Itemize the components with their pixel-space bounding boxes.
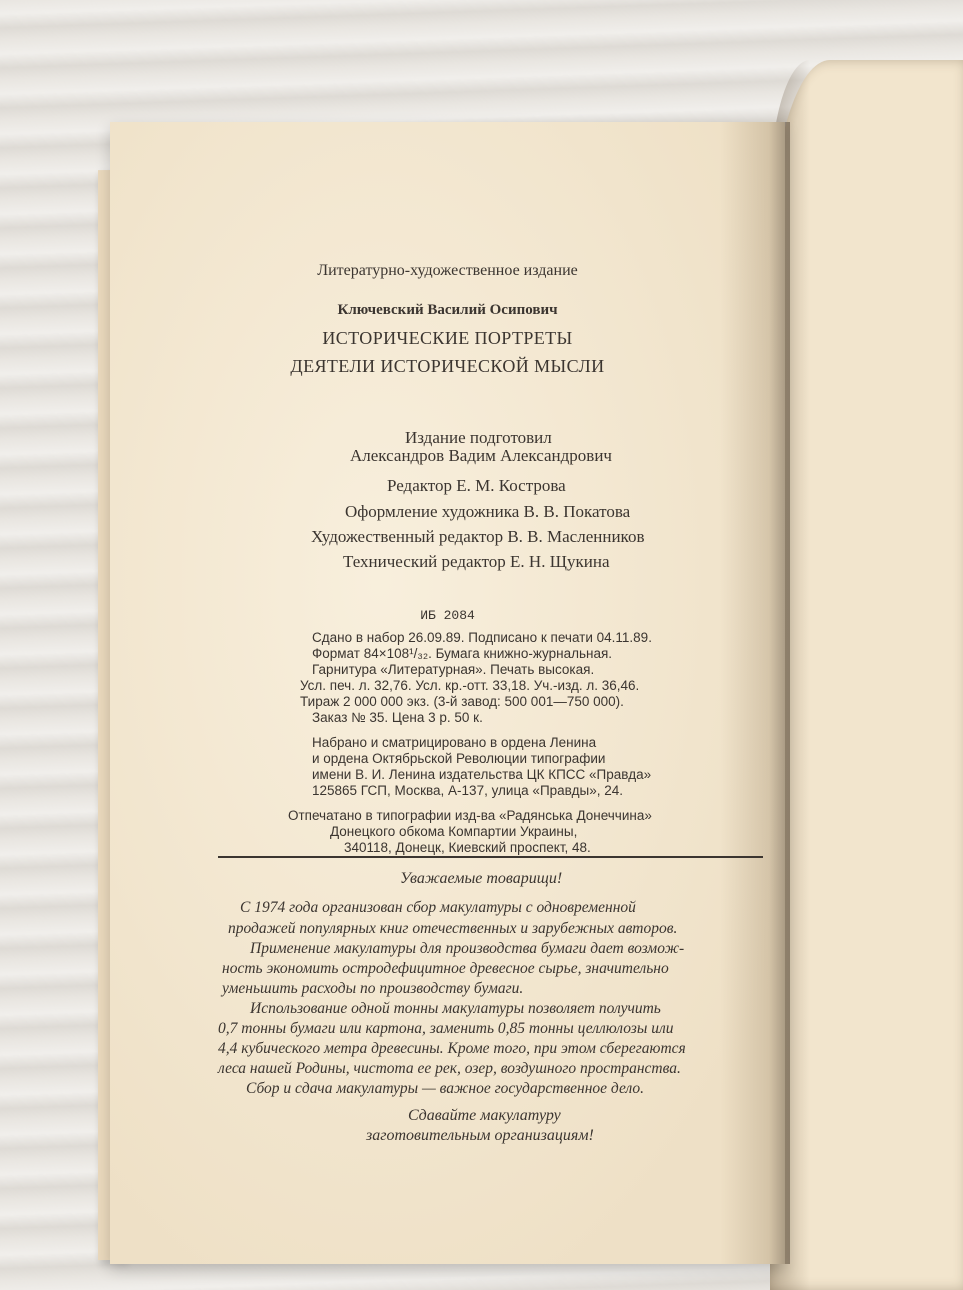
book-subtitle: ДЕЯТЕЛИ ИСТОРИЧЕСКОЙ МЫСЛИ [290,356,605,376]
typeset-line: Набрано и сматрицировано в ордена Ленина [312,735,597,750]
printed-line: Отпечатано в типографии изд-ва «Радянська Донеччина» [288,808,652,823]
imprint-line: Гарнитура «Литературная». Печать высокая. [312,662,595,677]
closing-line: заготовительным организациям! [366,1127,594,1144]
editor-credit: Редактор Е. М. Кострова [387,476,566,495]
printed-line: Донецкого обкома Компартии Украины, [330,824,578,839]
printed-line: 340118, Донецк, Киевский проспект, 48. [344,840,591,855]
notice-line: Применение макулатуры для производства бумаги дает возмож- [250,940,685,957]
notice-line: С 1974 года организован сбор макулатуры с одновременной [240,899,636,916]
ib-number: ИБ 2084 [420,608,475,623]
closing-line: Сдавайте макулатуру [408,1107,561,1124]
notice-line: Использование одной тонны макулатуры позволяет получить [250,1000,661,1017]
notice-line: Сбор и сдача макулатуры — важное государственное дело. [246,1080,645,1097]
designer-credit: Оформление художника В. В. Покатова [345,502,631,521]
imprint-line: Усл. печ. л. 32,76. Усл. кр.-отт. 33,18. Уч.-изд. л. 36,46. [300,678,640,693]
notice-line: леса нашей Родины, чистота ее рек, озер, воздушного пространства. [218,1060,681,1077]
art-editor-credit: Художественный редактор В. В. Масленников [311,527,645,546]
notice-line: 4,4 кубического метра древесины. Кроме того, при этом сберегаются [218,1040,686,1057]
imprint-line: Заказ № 35. Цена 3 р. 50 к. [312,710,483,725]
imprint-line: Сдано в набор 26.09.89. Подписано к печати 04.11.89. [312,630,652,645]
typeset-line: 125865 ГСП, Москва, А-137, улица «Правды», 24. [312,783,624,798]
typeset-line: имени В. И. Ленина издательства ЦК КПСС «Правда» [312,767,652,782]
spine-shadow [720,122,790,1264]
divider-line [218,856,763,858]
prepared-name: Александров Вадим Александрович [350,446,612,465]
author-name: Ключевский Василий Осипович [337,302,558,318]
notice-line: ность экономить остродефицитное древесное сырье, значительно [222,960,669,977]
imprint-line: Формат 84×108¹/₃₂. Бумага книжно-журнальная. [312,646,613,661]
notice-line: уменьшить расходы по производству бумаги. [222,980,524,997]
tech-editor-credit: Технический редактор Е. Н. Щукина [343,552,610,571]
genre-label: Литературно-художественное издание [317,262,578,279]
book-title: ИСТОРИЧЕСКИЕ ПОРТРЕТЫ [322,328,573,348]
imprint-line: Тираж 2 000 000 экз. (3-й завод: 500 001—750 000). [300,694,624,709]
notice-line: 0,7 тонны бумаги или картона, заменить 0,85 тонны целлюлозы или [218,1020,674,1037]
prepared-label: Издание подготовил [405,428,552,447]
typeset-line: и ордена Октябрьской Революции типографии [312,751,606,766]
notice-line: продажей популярных книг отечественных и зарубежных авторов. [228,920,678,937]
notice-heading: Уважаемые товарищи! [400,870,563,887]
